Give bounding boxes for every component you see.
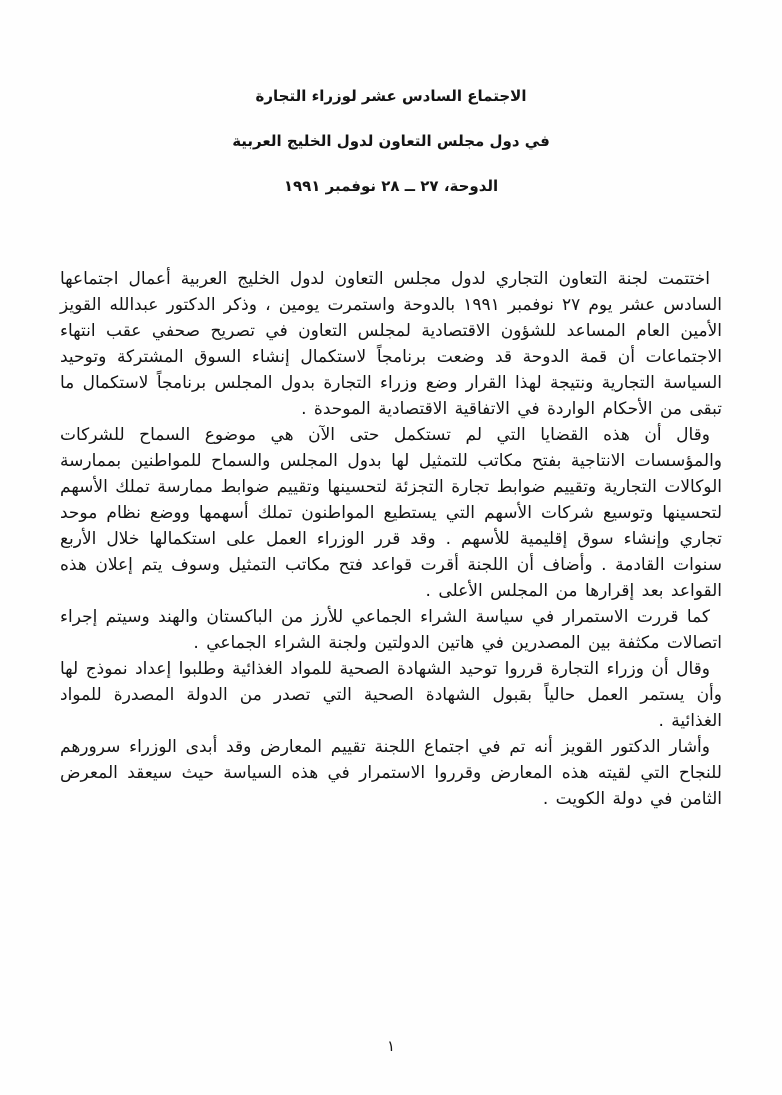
body-paragraph-2: وقال أن هذه القضايا التي لم تستكمل حتى الآن هي موضوع السماح للشركات والمؤسسات الانتاجية بفتح مكاتب للتمثيل لها بدول المجلس والسماح للمواطنين بممارسة الوكالات التجارية وتقييم ضوابط تجارة التجزئة لتحسينها وتقييم ضوابط ممارسة تملك الأسهم لتحسينها وتوسيع شركات الأسهم التي يستطيع المواطنون تملك أسهمها ووضع نظام موحد تجاري وإنشاء سوق إقليمية للأسهم . وقد قرر الوزراء العمل على استكمالها خلال الأربع سنوات القادمة . وأضاف أن اللجنة أقرت قواعد فتح مكاتب التمثيل وسوف يتم إعلان هذه القواعد بعد إقرارها من المجلس الأعلى . — [60, 425, 722, 601]
document-title-line-2: في دول مجلس التعاون لدول الخليج العربية — [232, 132, 550, 150]
document-title-line-1: الاجتماع السادس عشر لوزراء التجارة — [255, 87, 527, 105]
document-title-line-3: الدوحة، ٢٧ ــ ٢٨ نوفمبر ١٩٩١ — [283, 177, 499, 195]
body-paragraph-1: اختتمت لجنة التعاون التجاري لدول مجلس التعاون لدول الخليج العربية أعمال اجتماعها السادس عشر يوم ٢٧ نوفمبر ١٩٩١ بالدوحة واستمرت يومين ، وذكر الدكتور عبدالله القويز الأمين العام المساعد للشؤون الاقتصادية لمجلس التعاون في تصريح صحفي عقب انتهاء الاجتماعات أن قمة الدوحة قد وضعت برنامجاً لاستكمال إنشاء السوق المشتركة وتوحيد السياسة التجارية ونتيجة لهذا القرار وضع وزراء التجارة بدول المجلس برنامجاً لاستكمال ما تبقى من الأحكام الواردة في الاتفاقية الاقتصادية الموحدة . — [60, 269, 722, 419]
page-number: ١ — [386, 1037, 396, 1055]
body-paragraph-4: وقال أن وزراء التجارة قرروا توحيد الشهادة الصحية للمواد الغذائية وطلبوا إعداد نموذج لها وأن يستمر العمل حالياً بقبول الشهادة الصحية التي تصدر من الدولة المصدرة للمواد الغذائية . — [60, 659, 722, 731]
body-paragraph-3: كما قررت الاستمرار في سياسة الشراء الجماعي للأرز من الباكستان والهند وسيتم إجراء اتصالات مكثفة بين المصدرين في هاتين الدولتين ولجنة الشراء الجماعي . — [60, 607, 722, 653]
document-body — [60, 266, 722, 812]
document-title-block — [0, 74, 782, 209]
body-paragraph-5: وأشار الدكتور القويز أنه تم في اجتماع اللجنة تقييم المعارض وقد أبدى الوزراء سرورهم للنجاح التي لقيته هذه المعارض وقرروا الاستمرار في هذه السياسة حيث سيعقد المعرض الثامن في دولة الكويت . — [60, 737, 722, 809]
